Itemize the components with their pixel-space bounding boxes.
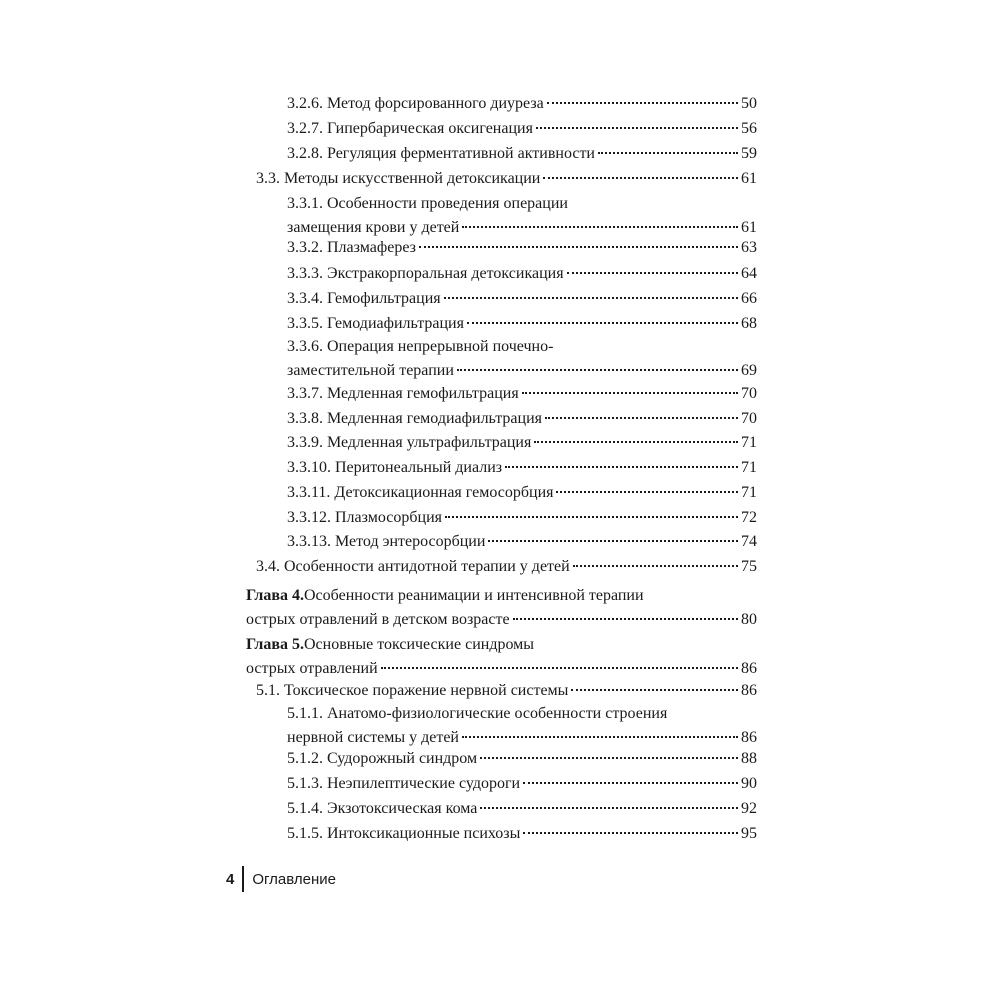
toc-entry-title: 3.2.8. Регуляция ферментативной активности: [287, 145, 595, 162]
toc-entry-title: 5.1.2. Судорожный синдром: [287, 750, 478, 767]
toc-entry-page: 69: [741, 362, 757, 379]
toc-entry-title: 5.1.3. Неэпилептические судороги: [287, 775, 521, 792]
toc-entry: [287, 236, 757, 260]
toc-entry-page: 90: [741, 775, 757, 792]
toc-entry-title: 3.2.6. Метод форсированного диуреза: [287, 95, 544, 112]
toc-entry-page: 61: [741, 170, 757, 187]
toc-entry-title: 3.3.5. Гемодиафильтрация: [287, 315, 464, 332]
toc-entry-title: 3.3.3. Экстракорпоральная детоксикация: [287, 265, 564, 282]
chapter-label: Глава 5.: [246, 636, 304, 653]
toc-entry: [287, 772, 757, 796]
toc-entry-page: 86: [741, 682, 757, 699]
toc-entry-page: 71: [741, 434, 757, 451]
toc-entry-title-line1: 3.3.6. Операция непрерывной почечно-: [287, 338, 554, 355]
toc-entry-title: 3.3.2. Плазмаферез: [287, 239, 416, 256]
toc-entry-title: нервной системы у детей: [287, 729, 459, 746]
toc-entry-page: 56: [741, 120, 757, 137]
toc-entry-title: острых отравлений: [246, 660, 378, 677]
toc-entry-page: 71: [741, 459, 757, 476]
toc-entry-title: 3.3.8. Медленная гемодиафильтрация: [287, 410, 543, 427]
page-number: 4: [226, 870, 235, 888]
toc-entry: [287, 530, 757, 554]
toc-entry: [256, 679, 757, 703]
toc-entry-page: 71: [741, 484, 757, 501]
toc-entry: [287, 797, 757, 821]
toc-entry-page: 80: [741, 611, 757, 628]
toc-entry-page: 64: [741, 265, 757, 282]
toc-entry-title: 3.3.10. Перитонеальный диализ: [287, 459, 503, 476]
toc-entry-page: 75: [741, 558, 757, 575]
toc-entry-title: 3.3.9. Медленная ультрафильтрация: [287, 434, 532, 451]
toc-entry-title: 5.1.4. Экзотоксическая кома: [287, 800, 478, 817]
toc-entry-title: 3.3.12. Плазмосорбция: [287, 509, 442, 526]
toc-entry: [287, 335, 757, 383]
toc-entry-page: 86: [741, 729, 757, 746]
toc-entry-title: 3.3.7. Медленная гемофильтрация: [287, 385, 519, 402]
toc-entry: [287, 312, 757, 336]
toc-entry: [287, 747, 757, 771]
toc-entry: [287, 287, 757, 311]
toc-entry: [287, 382, 757, 406]
toc-entry-page: 68: [741, 315, 757, 332]
toc-entry: [287, 456, 757, 480]
toc-entry-title: 3.3.13. Метод энтеросорбции: [287, 533, 486, 550]
toc-entry: [287, 92, 757, 116]
toc-entry-title-line1: 5.1.1. Анатомо-физиологические особенности строения: [287, 705, 668, 722]
toc-entry: [287, 506, 757, 530]
toc-entry-page: 59: [741, 145, 757, 162]
toc-entry-title: 3.3.11. Детоксикационная гемосорбция: [287, 484, 554, 501]
toc-entry-title: 3.4. Особенности антидотной терапии у детей: [256, 558, 570, 575]
running-header: Оглавление: [252, 870, 336, 888]
toc-entry-title: 3.2.7. Гипербарическая оксигенация: [287, 120, 533, 137]
toc-entry-title-line1: Основные токсические синдромы: [304, 636, 535, 653]
toc-entry-page: 66: [741, 290, 757, 307]
toc-entry: [287, 431, 757, 455]
footer-divider: [242, 866, 244, 892]
toc-entry-page: 70: [741, 385, 757, 402]
toc-entry-page: 92: [741, 800, 757, 817]
toc-entry-title-line1: 3.3.1. Особенности проведения операции: [287, 195, 568, 212]
toc-entry-page: 86: [741, 660, 757, 677]
toc-entry: [287, 481, 757, 505]
toc-entry-page: 61: [741, 219, 757, 236]
toc-entry: [287, 142, 757, 166]
toc-entry-page: 70: [741, 410, 757, 427]
toc-entry: [287, 822, 757, 846]
toc-entry-title: 3.3.4. Гемофильтрация: [287, 290, 441, 307]
toc-entry-page: 88: [741, 750, 757, 767]
toc-entry: [287, 407, 757, 431]
toc-entry-title: 3.3. Методы искусственной детоксикации: [256, 170, 541, 187]
toc-entry-page: 63: [741, 239, 757, 256]
toc-entry-page: 95: [741, 825, 757, 842]
toc-entry-title: заместительной терапии: [287, 362, 454, 379]
toc-entry-title: 5.1. Токсическое поражение нервной системы: [256, 682, 569, 699]
toc-entry-title: замещения крови у детей: [287, 219, 460, 236]
toc-entry-page: 74: [741, 533, 757, 550]
toc-entry-title-line1: Особенности реанимации и интенсивной терапии: [304, 587, 644, 604]
chapter-label: Глава 4.: [246, 587, 304, 604]
page-footer: [226, 866, 336, 892]
toc-entry-page: 50: [741, 95, 757, 112]
toc-entry-page: 72: [741, 509, 757, 526]
toc-entry: [287, 262, 757, 286]
toc-entry-title: 5.1.5. Интоксикационные психозы: [287, 825, 521, 842]
toc-entry: [287, 117, 757, 141]
toc-entry-title: острых отравлений в детском возрасте: [246, 611, 510, 628]
toc-chapter: [246, 633, 757, 681]
toc-entry: [287, 192, 757, 240]
toc-entry: [287, 702, 757, 750]
toc-chapter: [246, 584, 757, 632]
toc-entry: [256, 167, 757, 191]
toc-entry: [256, 555, 757, 579]
